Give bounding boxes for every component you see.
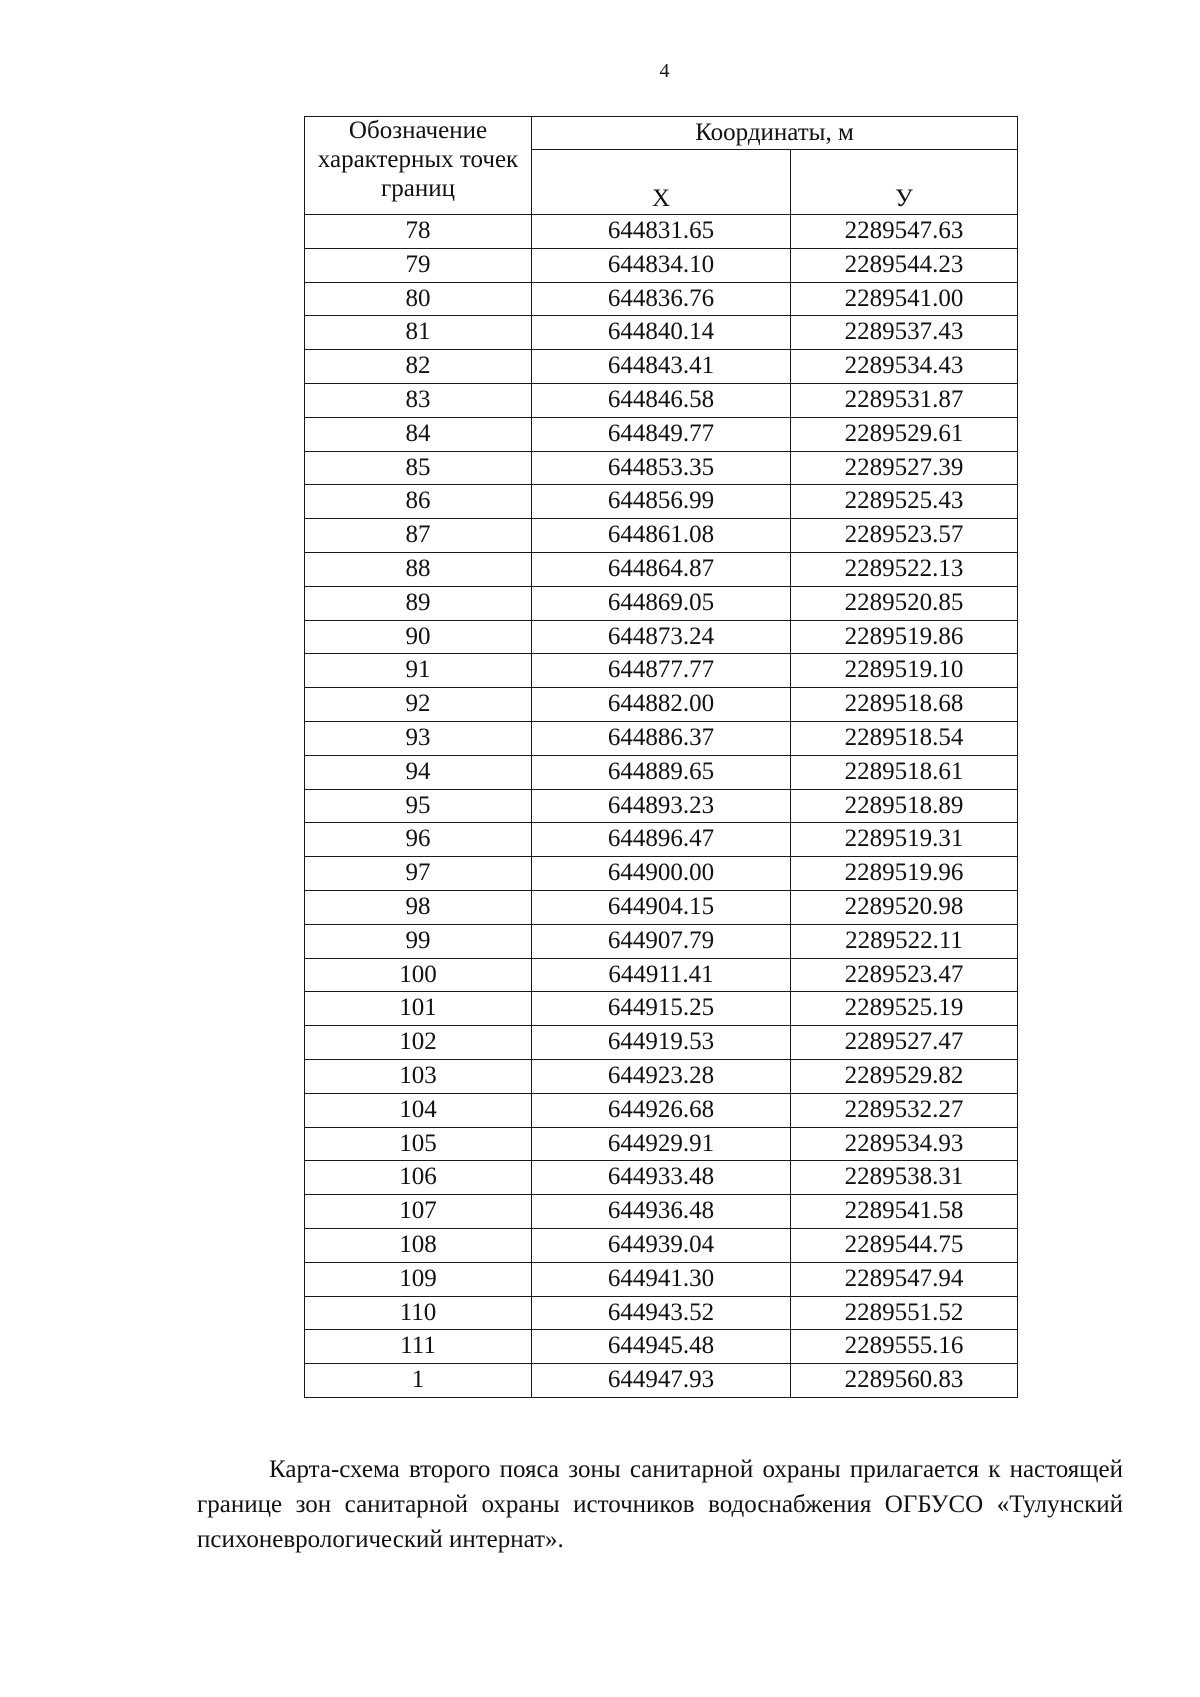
point-cell: 101 bbox=[305, 992, 532, 1026]
y-coordinate-cell: 2289537.43 bbox=[791, 316, 1018, 350]
x-coordinate-cell: 644877.77 bbox=[532, 654, 791, 688]
point-cell: 88 bbox=[305, 552, 532, 586]
point-cell: 80 bbox=[305, 282, 532, 316]
x-coordinate-cell: 644834.10 bbox=[532, 248, 791, 282]
y-coordinate-cell: 2289538.31 bbox=[791, 1161, 1018, 1195]
x-coordinate-cell: 644907.79 bbox=[532, 924, 791, 958]
x-coordinate-cell: 644831.65 bbox=[532, 215, 791, 249]
table-row bbox=[305, 316, 1018, 350]
x-coordinate-cell: 644943.52 bbox=[532, 1296, 791, 1330]
y-coordinate-cell: 2289532.27 bbox=[791, 1093, 1018, 1127]
table-row bbox=[305, 890, 1018, 924]
x-coordinate-cell: 644843.41 bbox=[532, 350, 791, 384]
y-coordinate-cell: 2289541.00 bbox=[791, 282, 1018, 316]
point-cell: 97 bbox=[305, 857, 532, 891]
y-coordinate-cell: 2289520.85 bbox=[791, 586, 1018, 620]
table-row bbox=[305, 1161, 1018, 1195]
x-coordinate-cell: 644882.00 bbox=[532, 688, 791, 722]
table-row bbox=[305, 857, 1018, 891]
x-coordinate-cell: 644889.65 bbox=[532, 755, 791, 789]
point-cell: 85 bbox=[305, 451, 532, 485]
point-cell: 81 bbox=[305, 316, 532, 350]
page-number: 4 bbox=[659, 60, 670, 82]
table-row bbox=[305, 282, 1018, 316]
x-coordinate-cell: 644836.76 bbox=[532, 282, 791, 316]
x-coordinate-cell: 644919.53 bbox=[532, 1026, 791, 1060]
point-cell: 102 bbox=[305, 1026, 532, 1060]
y-coordinate-cell: 2289523.57 bbox=[791, 519, 1018, 553]
y-coordinate-cell: 2289541.58 bbox=[791, 1195, 1018, 1229]
table-row bbox=[305, 1195, 1018, 1229]
table-row bbox=[305, 1059, 1018, 1093]
table-row bbox=[305, 1093, 1018, 1127]
y-coordinate-cell: 2289547.63 bbox=[791, 215, 1018, 249]
table-row bbox=[305, 688, 1018, 722]
point-cell: 108 bbox=[305, 1228, 532, 1262]
x-coordinate-cell: 644846.58 bbox=[532, 383, 791, 417]
table-body bbox=[305, 215, 1018, 1398]
point-cell: 109 bbox=[305, 1262, 532, 1296]
point-cell: 96 bbox=[305, 823, 532, 857]
y-coordinate-cell: 2289529.61 bbox=[791, 417, 1018, 451]
table-row bbox=[305, 248, 1018, 282]
header-y: У bbox=[791, 150, 1018, 215]
point-cell: 98 bbox=[305, 890, 532, 924]
x-coordinate-cell: 644873.24 bbox=[532, 620, 791, 654]
x-coordinate-cell: 644840.14 bbox=[532, 316, 791, 350]
y-coordinate-cell: 2289544.75 bbox=[791, 1228, 1018, 1262]
table-row bbox=[305, 721, 1018, 755]
x-coordinate-cell: 644856.99 bbox=[532, 485, 791, 519]
y-coordinate-cell: 2289531.87 bbox=[791, 383, 1018, 417]
x-coordinate-cell: 644941.30 bbox=[532, 1262, 791, 1296]
table-row bbox=[305, 552, 1018, 586]
point-cell: 99 bbox=[305, 924, 532, 958]
point-cell: 104 bbox=[305, 1093, 532, 1127]
table-row bbox=[305, 958, 1018, 992]
x-coordinate-cell: 644911.41 bbox=[532, 958, 791, 992]
point-cell: 1 bbox=[305, 1364, 532, 1398]
y-coordinate-cell: 2289518.54 bbox=[791, 721, 1018, 755]
point-cell: 82 bbox=[305, 350, 532, 384]
y-coordinate-cell: 2289525.19 bbox=[791, 992, 1018, 1026]
y-coordinate-cell: 2289529.82 bbox=[791, 1059, 1018, 1093]
x-coordinate-cell: 644869.05 bbox=[532, 586, 791, 620]
point-cell: 95 bbox=[305, 789, 532, 823]
y-coordinate-cell: 2289520.98 bbox=[791, 890, 1018, 924]
table-header bbox=[305, 117, 1018, 215]
point-cell: 106 bbox=[305, 1161, 532, 1195]
x-coordinate-cell: 644864.87 bbox=[532, 552, 791, 586]
table-row bbox=[305, 992, 1018, 1026]
point-cell: 100 bbox=[305, 958, 532, 992]
table-row bbox=[305, 519, 1018, 553]
table-row bbox=[305, 1262, 1018, 1296]
y-coordinate-cell: 2289518.89 bbox=[791, 789, 1018, 823]
y-coordinate-cell: 2289519.10 bbox=[791, 654, 1018, 688]
y-coordinate-cell: 2289547.94 bbox=[791, 1262, 1018, 1296]
table-row bbox=[305, 789, 1018, 823]
table-row bbox=[305, 383, 1018, 417]
table-row bbox=[305, 417, 1018, 451]
point-cell: 92 bbox=[305, 688, 532, 722]
y-coordinate-cell: 2289525.43 bbox=[791, 485, 1018, 519]
y-coordinate-cell: 2289518.61 bbox=[791, 755, 1018, 789]
table-row bbox=[305, 1364, 1018, 1398]
table-row bbox=[305, 1296, 1018, 1330]
point-cell: 83 bbox=[305, 383, 532, 417]
table-row bbox=[305, 823, 1018, 857]
point-cell: 90 bbox=[305, 620, 532, 654]
table-row bbox=[305, 1127, 1018, 1161]
map-scheme-note: Карта-схема второго пояса зоны санитарной охраны прилагается к настоящей границе зон санитарной охраны источников водоснабжения ОГБУСО «Тулунский психоневрологический интернат». bbox=[197, 1456, 1123, 1553]
point-cell: 87 bbox=[305, 519, 532, 553]
y-coordinate-cell: 2289544.23 bbox=[791, 248, 1018, 282]
table-row bbox=[305, 215, 1018, 249]
x-coordinate-cell: 644923.28 bbox=[532, 1059, 791, 1093]
y-coordinate-cell: 2289523.47 bbox=[791, 958, 1018, 992]
point-cell: 91 bbox=[305, 654, 532, 688]
point-cell: 78 bbox=[305, 215, 532, 249]
table-row bbox=[305, 755, 1018, 789]
coordinates-table bbox=[304, 116, 1018, 1398]
table-row bbox=[305, 1330, 1018, 1364]
point-cell: 107 bbox=[305, 1195, 532, 1229]
x-coordinate-cell: 644861.08 bbox=[532, 519, 791, 553]
y-coordinate-cell: 2289534.43 bbox=[791, 350, 1018, 384]
header-x: Х bbox=[532, 150, 791, 215]
x-coordinate-cell: 644853.35 bbox=[532, 451, 791, 485]
point-cell: 86 bbox=[305, 485, 532, 519]
x-coordinate-cell: 644849.77 bbox=[532, 417, 791, 451]
y-coordinate-cell: 2289519.31 bbox=[791, 823, 1018, 857]
point-cell: 111 bbox=[305, 1330, 532, 1364]
table-row bbox=[305, 1228, 1018, 1262]
x-coordinate-cell: 644900.00 bbox=[532, 857, 791, 891]
x-coordinate-cell: 644896.47 bbox=[532, 823, 791, 857]
point-cell: 79 bbox=[305, 248, 532, 282]
y-coordinate-cell: 2289527.47 bbox=[791, 1026, 1018, 1060]
point-cell: 94 bbox=[305, 755, 532, 789]
x-coordinate-cell: 644945.48 bbox=[532, 1330, 791, 1364]
y-coordinate-cell: 2289551.52 bbox=[791, 1296, 1018, 1330]
x-coordinate-cell: 644926.68 bbox=[532, 1093, 791, 1127]
x-coordinate-cell: 644933.48 bbox=[532, 1161, 791, 1195]
x-coordinate-cell: 644936.48 bbox=[532, 1195, 791, 1229]
y-coordinate-cell: 2289527.39 bbox=[791, 451, 1018, 485]
table-row bbox=[305, 620, 1018, 654]
x-coordinate-cell: 644886.37 bbox=[532, 721, 791, 755]
x-coordinate-cell: 644915.25 bbox=[532, 992, 791, 1026]
point-cell: 105 bbox=[305, 1127, 532, 1161]
table-row bbox=[305, 586, 1018, 620]
y-coordinate-cell: 2289518.68 bbox=[791, 688, 1018, 722]
point-cell: 103 bbox=[305, 1059, 532, 1093]
point-cell: 89 bbox=[305, 586, 532, 620]
y-coordinate-cell: 2289560.83 bbox=[791, 1364, 1018, 1398]
table-row bbox=[305, 924, 1018, 958]
y-coordinate-cell: 2289522.11 bbox=[791, 924, 1018, 958]
table-row bbox=[305, 350, 1018, 384]
x-coordinate-cell: 644939.04 bbox=[532, 1228, 791, 1262]
x-coordinate-cell: 644893.23 bbox=[532, 789, 791, 823]
y-coordinate-cell: 2289534.93 bbox=[791, 1127, 1018, 1161]
x-coordinate-cell: 644929.91 bbox=[532, 1127, 791, 1161]
point-cell: 84 bbox=[305, 417, 532, 451]
header-coordinates: Координаты, м bbox=[532, 117, 1018, 150]
table-row bbox=[305, 1026, 1018, 1060]
y-coordinate-cell: 2289555.16 bbox=[791, 1330, 1018, 1364]
table-row bbox=[305, 654, 1018, 688]
header-points-designation: Обозначение характерных точек границ bbox=[305, 117, 532, 215]
table-row bbox=[305, 485, 1018, 519]
x-coordinate-cell: 644947.93 bbox=[532, 1364, 791, 1398]
y-coordinate-cell: 2289522.13 bbox=[791, 552, 1018, 586]
point-cell: 93 bbox=[305, 721, 532, 755]
y-coordinate-cell: 2289519.96 bbox=[791, 857, 1018, 891]
x-coordinate-cell: 644904.15 bbox=[532, 890, 791, 924]
table-row bbox=[305, 451, 1018, 485]
y-coordinate-cell: 2289519.86 bbox=[791, 620, 1018, 654]
point-cell: 110 bbox=[305, 1296, 532, 1330]
